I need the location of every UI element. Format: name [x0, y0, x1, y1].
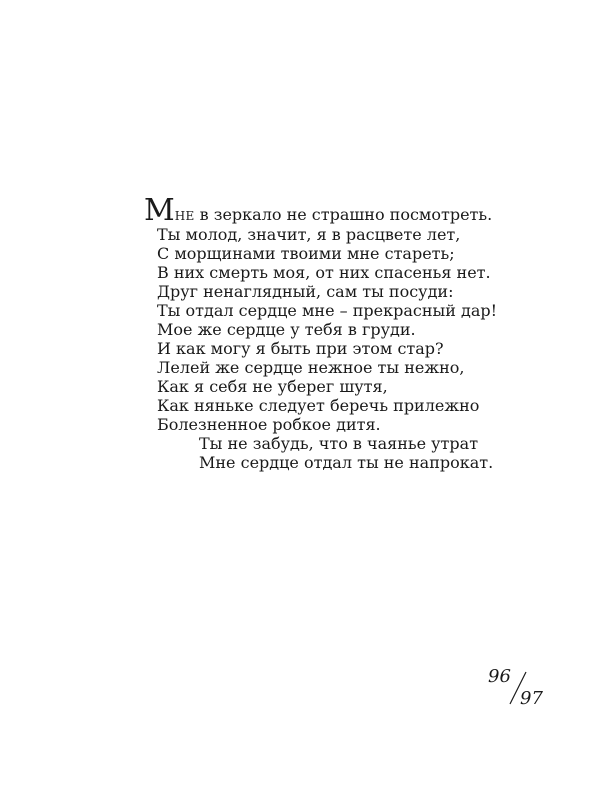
poem-line: Друг ненаглядный, сам ты посуди: — [157, 282, 454, 301]
first-word-smallcaps: НЕ — [174, 209, 195, 223]
poem-line: Лелей же сердце нежное ты нежно, — [157, 358, 465, 377]
couplet-line: Мне сердце отдал ты не напрокат. — [199, 453, 494, 472]
page-numbers — [488, 666, 558, 716]
right-page-number: 97 — [520, 688, 543, 709]
drop-cap: М — [144, 193, 175, 228]
poem-line: Мое же сердце у тебя в груди. — [157, 320, 416, 339]
poem-line: В них смерть моя, от них спасенья нет. — [157, 263, 491, 282]
poem-line: Ты отдал сердце мне – прекрасный дар! — [157, 301, 498, 320]
poem-line: С морщинами твоими мне стареть; — [157, 244, 455, 263]
couplet-line: Ты не забудь, что в чаянье утрат — [199, 434, 479, 453]
poem-line: Как я себя не уберег шутя, — [157, 377, 388, 396]
poem — [144, 193, 564, 472]
poem-line: Как няньке следует беречь прилежно — [157, 396, 480, 415]
poem-line: Болезненное робкое дитя. — [157, 415, 381, 434]
poem-first-line — [144, 193, 564, 228]
poem-line: И как могу я быть при этом стар? — [157, 339, 444, 358]
poem-line: Ты молод, значит, я в расцвете лет, — [157, 225, 461, 244]
left-page-number: 96 — [488, 666, 511, 687]
first-line-text: в зеркало не страшно посмотреть. — [194, 205, 493, 224]
